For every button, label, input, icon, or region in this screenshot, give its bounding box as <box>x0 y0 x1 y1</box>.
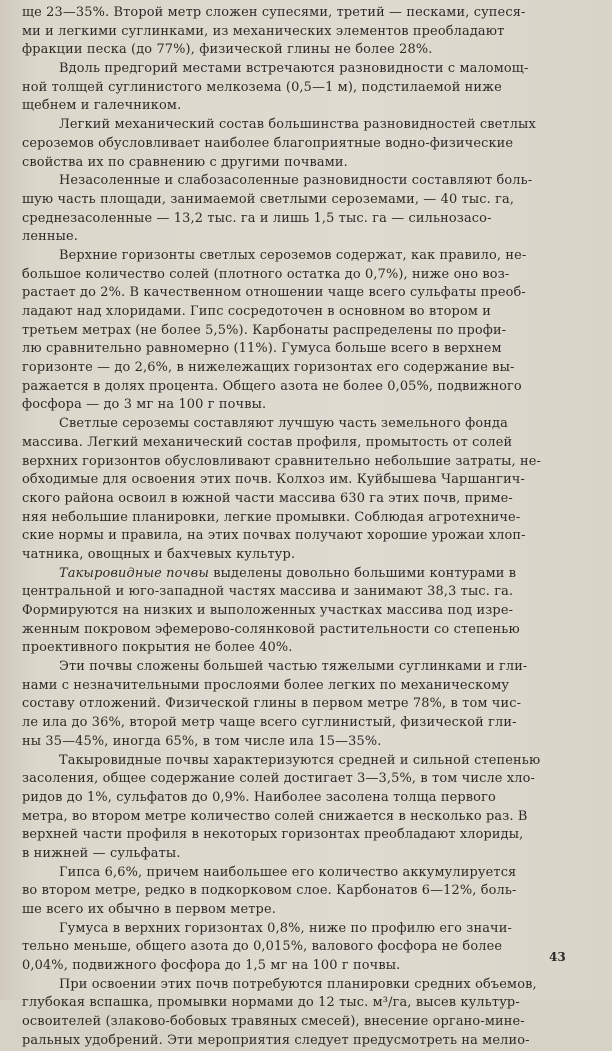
text-line: ще 23—35%. Второй метр сложен супесями, третий — песками, супеся- <box>22 5 526 20</box>
text-line: верхней части профиля в некоторых горизонтах преобладают хлориды, <box>22 827 524 843</box>
text-line: в нижней — сульфаты. <box>22 845 181 861</box>
text-line: Гипса 6,6%, причем наибольшее его количество аккумулируется <box>59 864 517 880</box>
text-line: Эти почвы сложены большей частью тяжелыми суглинками и гли- <box>59 659 528 675</box>
text-line: няя небольшие планировки, легкие промывки. Соблюдая агротехниче- <box>22 509 521 525</box>
text-line: ше всего их обычно в первом метре. <box>22 902 276 917</box>
text-line: метра, во втором метре количество солей снижается в несколько раз. В <box>22 808 528 824</box>
text-line: ридов до 1%, сульфатов до 0,9%. Наиболее засолена толща первого <box>22 789 496 805</box>
text-line: ральных удобрений. Эти мероприятия следует предусмотреть на мелио- <box>22 1032 530 1048</box>
text-line: глубокая вспашка, промывки нормами до 12 тыс. м³/га, высев культур- <box>22 995 520 1011</box>
text-line: ражается в долях процента. Общего азота не более 0,05%, подвижного <box>22 378 522 394</box>
text-line: щебнем и галечником. <box>22 98 182 114</box>
italic-term: Такыровидные почвы <box>59 565 209 581</box>
text-line: При освоении этих почв потребуются планировки средних объемов, <box>59 976 537 992</box>
text-line: верхних горизонтов обусловливают сравнительно небольшие затраты, не- <box>22 453 542 469</box>
text-line: сероземов обусловливает наиболее благоприятные водно-физические <box>22 135 514 151</box>
text-line: Легкий механический состав большинства разновидностей светлых <box>59 117 536 133</box>
text-line: Формируются на низких и выположенных участках массива под изре- <box>22 603 514 618</box>
text-line: ладают над хлоридами. Гипс сосредоточен в основном во втором и <box>22 304 492 319</box>
text-line: обходимые для освоения этих почв. Колхоз им. Куйбышева Чаршангич- <box>22 472 525 488</box>
text-line: третьем метрах (не более 5,5%). Карбонаты распределены по профи- <box>22 322 507 338</box>
text-line: 0,04%, подвижного фосфора до 1,5 мг на 100 г почвы. <box>22 958 401 974</box>
text-line: большое количество солей (плотного остатка до 0,7%), ниже оно воз- <box>22 266 510 282</box>
text-line: засоления, общее содержание солей достигает 3—3,5%, в том числе хло- <box>22 771 535 787</box>
text-line: проективного покрытия не более 40%. <box>22 640 293 656</box>
text-line: массива. Легкий механический состав профиля, промытость от солей <box>22 434 513 450</box>
text-line: Вдоль предгорий местами встречаются разновидности с маломощ- <box>59 61 529 77</box>
text-line: чатника, овощных и бахчевых культур. <box>22 546 296 562</box>
text-line: Такыровидные почвы характеризуются средней и сильной степенью <box>59 752 541 768</box>
text-line: шую часть площади, занимаемой светлыми сероземами, — 40 тыс. га, <box>22 191 515 207</box>
text-line: ского района освоил в южной части массива 630 га этих почв, приме- <box>22 490 513 506</box>
text-line: горизонте — до 2,6%, в нижележащих горизонтах его содержание вы- <box>22 360 515 376</box>
text-line: свойства их по сравнению с другими почвами. <box>22 154 348 170</box>
text-line: фосфора — до 3 мг на 100 г почвы. <box>22 397 267 413</box>
text-line: фракции песка (до 77%), физической глины не более 28%. <box>22 42 433 58</box>
text-line: центральной и юго-западной частях массива и занимают 38,3 тыс. га. <box>22 584 514 600</box>
text-line: тельно меньше, общего азота до 0,015%, валового фосфора не более <box>22 939 503 955</box>
text-line: нами с незначительными прослоями более легких по механическому <box>22 677 510 693</box>
text-line: женным покровом эфемерово-солянковой растительности со степенью <box>22 621 520 637</box>
text-line: Гумуса в верхних горизонтах 0,8%, ниже по профилю его значи- <box>59 920 512 936</box>
text-line: ские нормы и правила, на этих почвах получают хорошие урожаи хлоп- <box>22 528 526 544</box>
page-number: 43 <box>549 950 566 964</box>
text-line: ленные. <box>22 229 79 245</box>
text-line: освоителей (злаково-бобовых травяных смесей), внесение органо-мине- <box>22 1014 525 1030</box>
italic-line-rest: выделены довольно большими контурами в <box>208 565 517 581</box>
text-line: ны 35—45%, иногда 65%, в том числе ила 15—35%. <box>22 733 382 749</box>
body-text <box>22 4 582 1051</box>
text-line: Светлые сероземы составляют лучшую часть земельного фонда <box>59 416 508 432</box>
text-line: ной толщей суглинистого мелкозема (0,5—1 м), подстилаемой ниже <box>22 79 502 95</box>
text-line: составу отложений. Физической глины в первом метре 78%, в том чис- <box>22 696 522 712</box>
text-line: ми и легкими суглинками, из механических элементов преобладают <box>22 23 505 39</box>
text-line: лю сравнительно равномерно (11%). Гумуса больше всего в верхнем <box>22 341 502 357</box>
text-line: растает до 2%. В качественном отношении чаще всего сульфаты преоб- <box>22 285 526 301</box>
text-line: во втором метре, редко в подкорковом слое. Карбонатов 6—12%, боль- <box>22 883 517 899</box>
text-line: среднезасоленные — 13,2 тыс. га и лишь 1,5 тыс. га — сильнозасо- <box>22 210 492 226</box>
italic-heading-line <box>22 565 582 584</box>
text-line: Незасоленные и слабозасоленные разновидности составляют боль- <box>59 173 533 189</box>
text-line: Верхние горизонты светлых сероземов содержат, как правило, не- <box>59 247 527 263</box>
text-line: ле ила до 36%, второй метр чаще всего суглинистый, физической гли- <box>22 715 517 731</box>
